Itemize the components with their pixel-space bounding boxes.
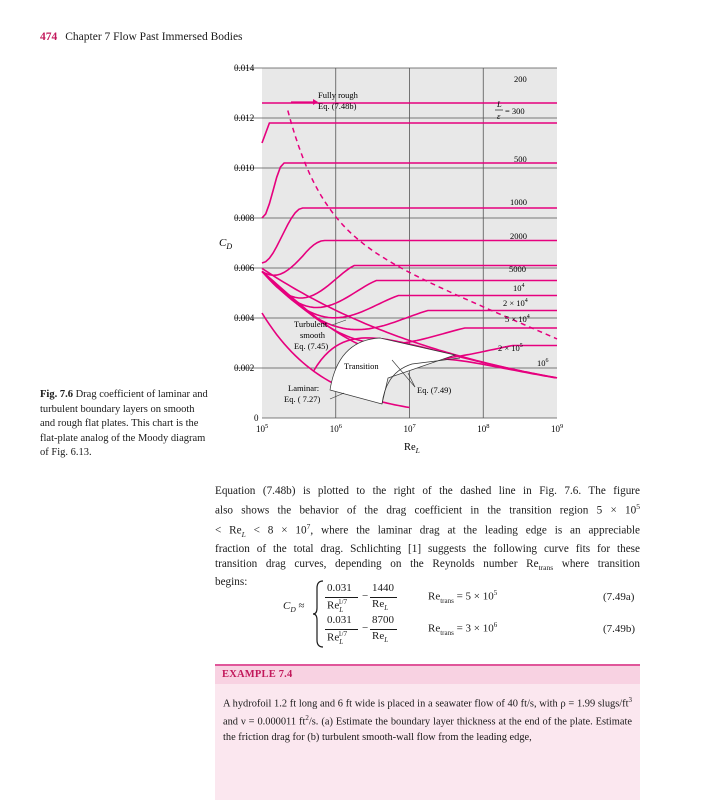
caption-text: Drag coefficient of laminar and turbulent boundary layers on smooth and rough flat plates. This chart is the flat-plate analog of the Moody diagram of Fig. 6.13.	[40, 389, 208, 458]
x-axis-label: $Re_L$	[404, 442, 420, 455]
ratio-l-label: L	[497, 99, 502, 109]
equation-brace	[313, 580, 325, 648]
eq-b-num1: 0.031	[327, 614, 352, 626]
page-number: 474	[40, 31, 58, 43]
y-tick-label: 0.004	[234, 313, 255, 323]
eq-b-tag: (7.49b)	[603, 623, 636, 635]
label-2000: 2000	[510, 231, 527, 241]
para-line-4: fraction of the total drag. Schlichting [1] suggests the following curve fits for these	[215, 542, 640, 555]
label-500: 500	[514, 154, 527, 164]
laminar-eq-label: Eq. ( 7.27)	[284, 394, 321, 404]
example-heading: EXAMPLE 7.4	[222, 669, 293, 680]
example-heading-bar	[215, 664, 640, 684]
example-body	[215, 684, 640, 800]
label-2e4: $2 \times 10^4$	[503, 298, 528, 308]
body-paragraph	[215, 484, 640, 590]
eq-a-tag: (7.49a)	[603, 591, 635, 603]
transition-label: Transition	[344, 361, 379, 371]
eq-a-num2: 1440	[372, 582, 394, 594]
ratio-300-label: = 300	[505, 106, 525, 116]
para-line-6: begins:	[215, 575, 248, 588]
x-tick-label: $10^5$	[256, 423, 269, 434]
x-tick-label: $10^8$	[477, 423, 490, 434]
eq-b-num2: 8700	[372, 614, 394, 626]
x-tick-label: $10^7$	[403, 423, 416, 434]
eq-a-condition: $Re_{trans} = 5 \times 10^5$	[428, 589, 498, 605]
para-line-3: < $Re_L < 8 \times 10^7$, where the laminar drag at the leading edge is an appreciable	[215, 521, 641, 539]
chapter-title: Chapter 7 Flow Past Immersed Bodies	[65, 31, 243, 43]
turbulent-smooth-label: Turbulent	[294, 319, 328, 329]
label-200: 200	[514, 74, 527, 84]
y-tick-label: 0.002	[234, 363, 255, 373]
turbulent-smooth-eq-label: Eq. (7.45)	[294, 341, 329, 351]
eq-b-den1: $Re_L^{1/7}$	[327, 630, 348, 646]
eq-a-minus: −	[362, 590, 369, 602]
x-tick-label: $10^6$	[329, 423, 342, 434]
para-line-1: Equation (7.48b) is plotted to the right of the dashed line in Fig. 7.6. The figure	[215, 485, 640, 497]
y-tick-label: 0.012	[234, 113, 255, 123]
eq-a-den2: $Re_L$	[372, 598, 389, 613]
transition-eq-label: Eq. (7.49)	[417, 385, 452, 395]
fully-rough-eq-label: Eq. (7.48b)	[318, 101, 357, 111]
figure-label: Fig. 7.6	[40, 389, 73, 400]
eq-a-den1: $Re_L^{1/7}$	[327, 598, 348, 614]
fully-rough-label: Fully rough	[318, 90, 358, 100]
y-tick-label: 0.014	[234, 63, 255, 73]
eq-b-den2: $Re_L$	[372, 630, 389, 645]
figure-caption	[40, 388, 210, 461]
example-text: A hydrofoil 1.2 ft long and 6 ft wide is placed in a seawater flow of 40 ft/s, with ρ = 1.99 slugs/$ft^3$ and ν = 0.000011 $ft^2/s$. (a) Estimate the boundary layer thickness at the end of the plate. Estimate the friction drag for (b) turbulent smooth-wall flow from the leading edge,	[223, 696, 632, 743]
label-1e6: $10^6$	[537, 358, 549, 368]
eq-b-minus: −	[362, 622, 369, 634]
eq-a-num1: 0.031	[327, 582, 352, 594]
para-line-5: transition drag curves, depending on the Reynolds number $Re_{trans}$ where transition	[215, 557, 640, 572]
turbulent-smooth-label-2: smooth	[300, 330, 326, 340]
label-1e4: $10^4$	[513, 283, 525, 293]
label-5000: 5000	[509, 264, 526, 274]
laminar-label: Laminar:	[288, 383, 320, 393]
y-tick-label: 0	[254, 413, 259, 423]
eq-b-condition: $Re_{trans} = 3 \times 10^6$	[428, 621, 498, 637]
y-tick-label: 0.008	[234, 213, 255, 223]
x-tick-label: $10^9$	[551, 423, 564, 434]
label-5e4: $5 \times 10^4$	[505, 314, 530, 324]
y-tick-label: 0.006	[234, 263, 255, 273]
equation-lhs: $C_D$ ≈	[283, 600, 305, 615]
y-axis-label: $C_D$	[219, 237, 233, 251]
ratio-eps-label: ε	[497, 111, 501, 121]
y-tick-label: 0.010	[234, 163, 255, 173]
label-1000: 1000	[510, 197, 527, 207]
para-line-2: also shows the behavior of the drag coefficient in the transition region $5 \times 10^5$	[215, 502, 640, 517]
label-2e5: $2 \times 10^5$	[498, 343, 523, 353]
